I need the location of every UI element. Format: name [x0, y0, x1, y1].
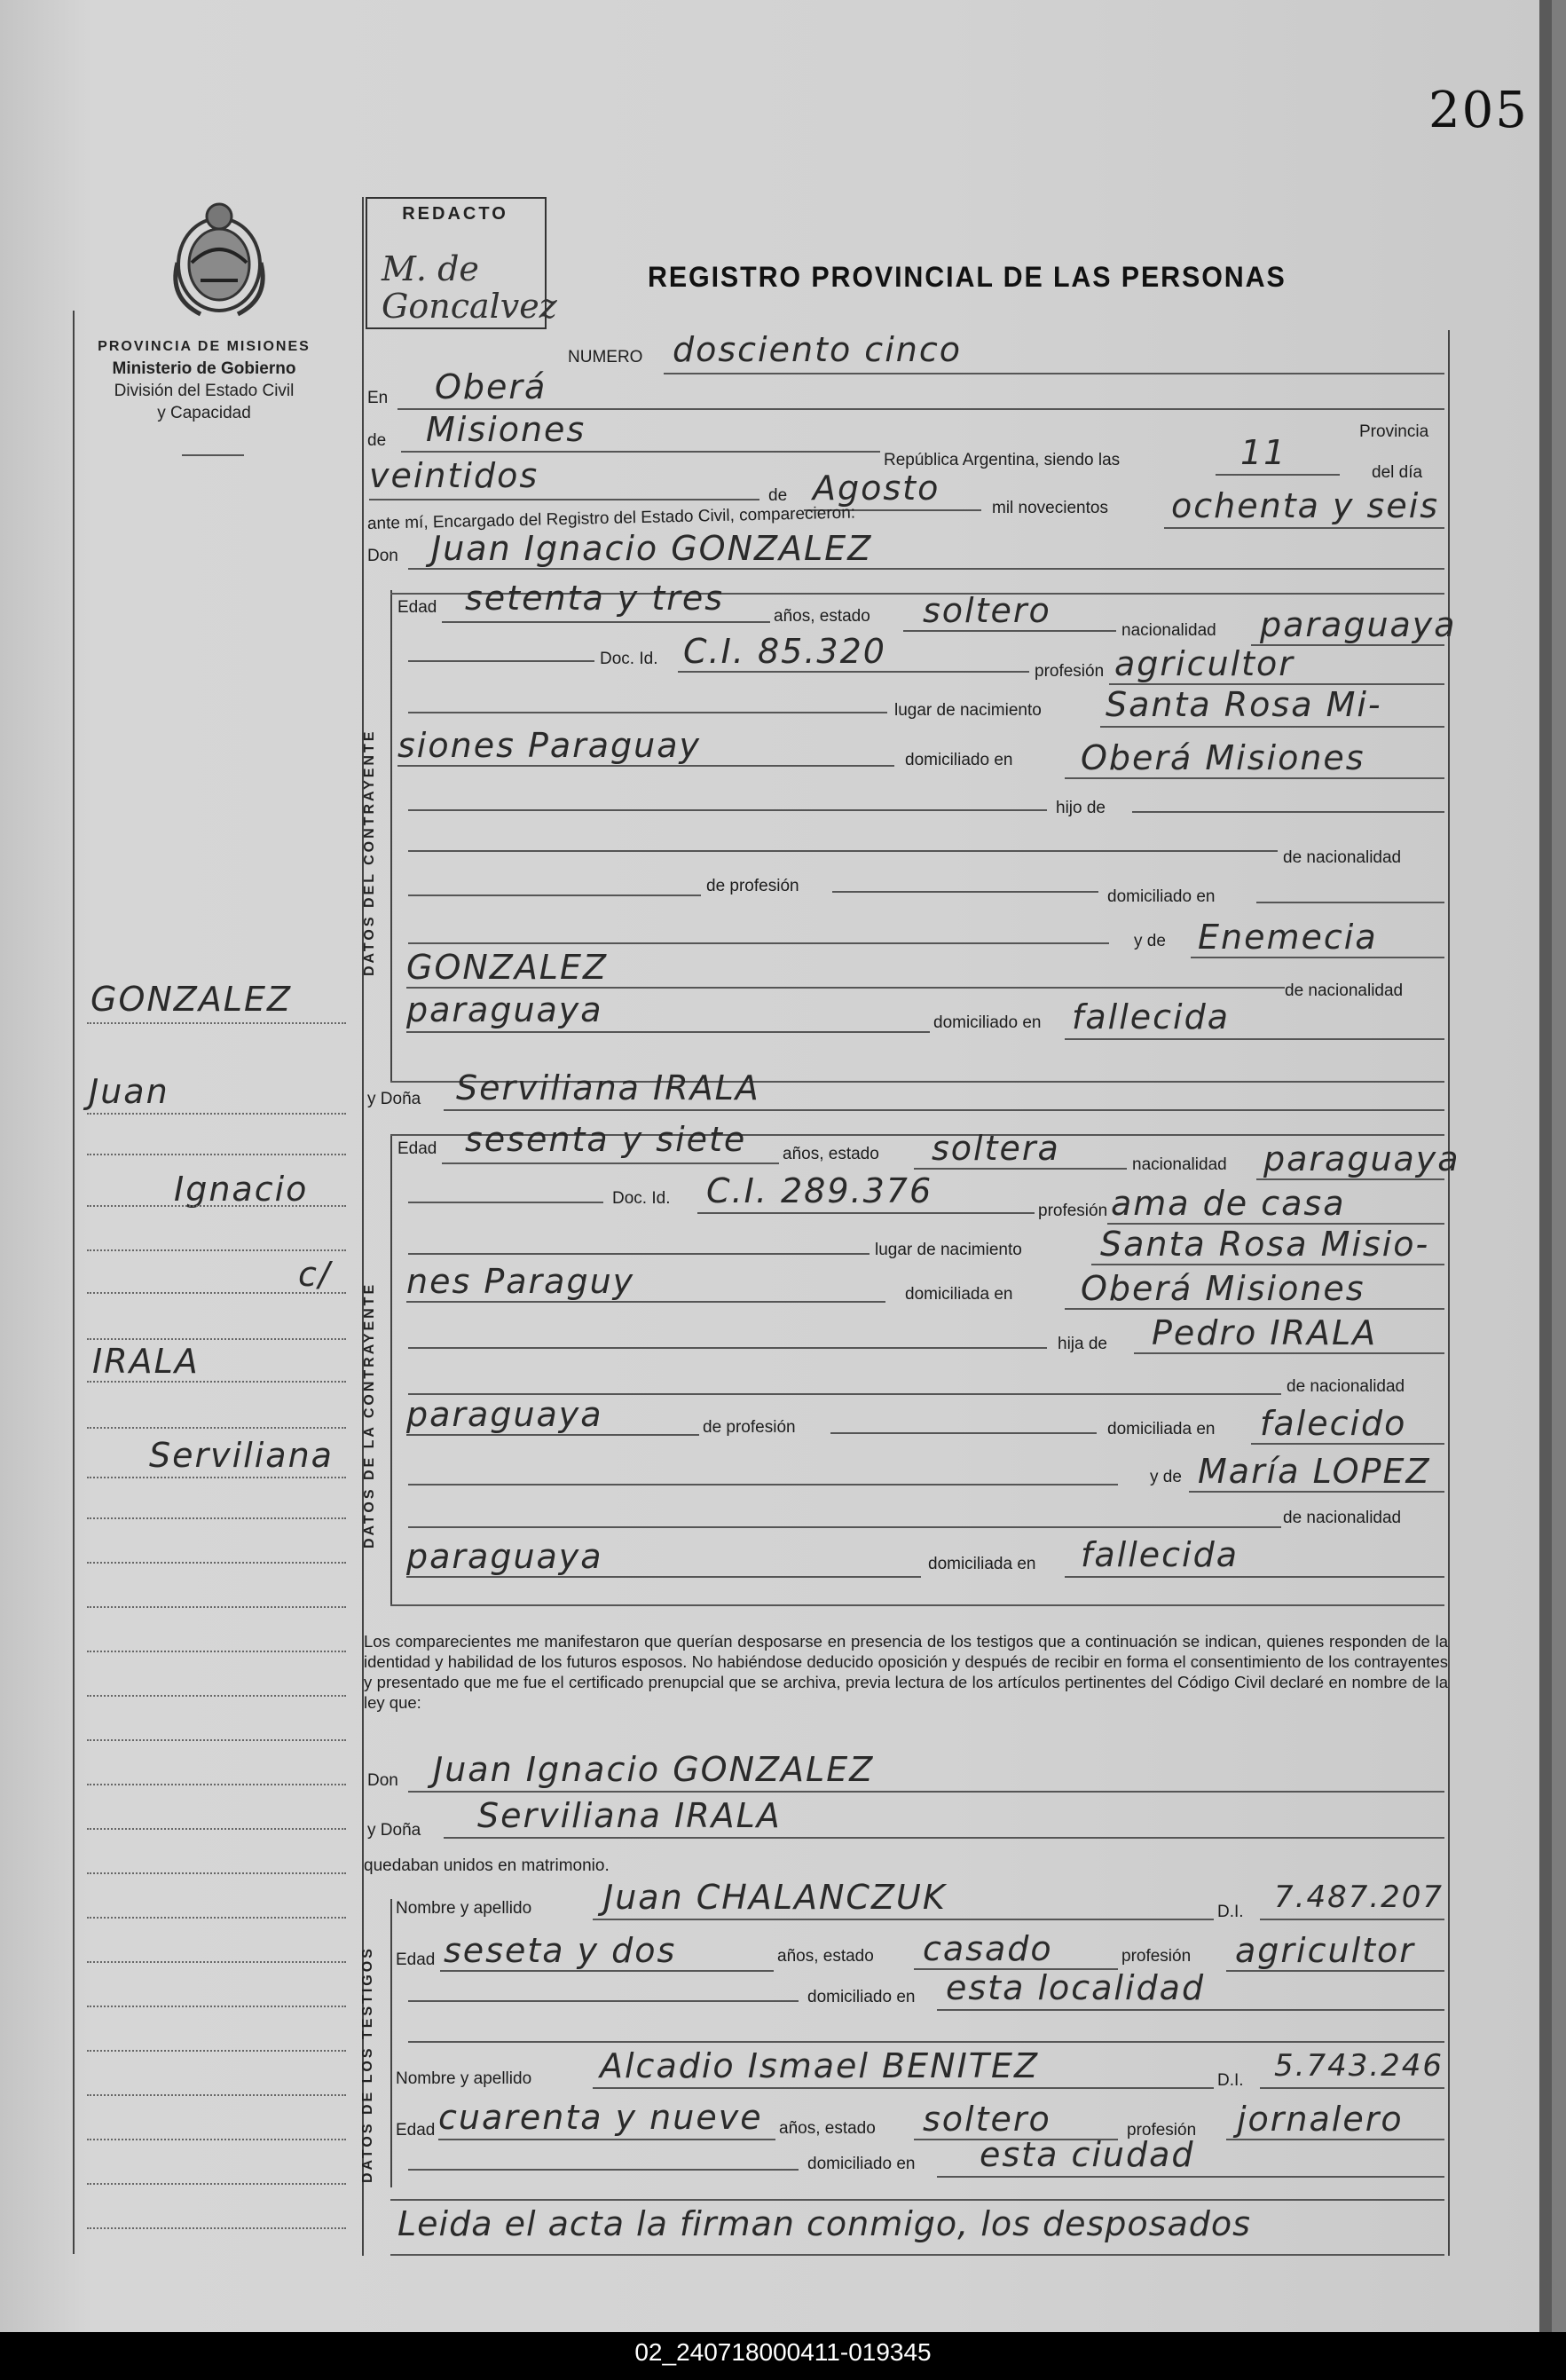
label-anos-estado-t2: años, estado	[779, 2119, 876, 2138]
margin-line	[87, 2227, 346, 2229]
value-t1-di: 7.487.207	[1274, 1880, 1444, 1915]
line-t1-edad	[440, 1970, 774, 1972]
label-profesion-2: profesión	[1038, 1202, 1108, 1220]
label-lugar: lugar de nacimiento	[894, 701, 1042, 720]
line-hora	[1216, 474, 1340, 476]
line-t1-end	[408, 2041, 1444, 2043]
label-quedaban: quedaban unidos en matrimonio.	[364, 1856, 610, 1875]
value-t2-edad: cuarenta y nueve	[438, 2098, 763, 2137]
province-name: PROVINCIA DE MISIONES	[98, 339, 311, 354]
line-t1-di	[1260, 1919, 1444, 1920]
line-e-domic	[1065, 1308, 1444, 1310]
line-e-end	[390, 1604, 1444, 1606]
line-e-madre-nac	[406, 1576, 921, 1578]
label-en: En	[367, 389, 389, 407]
label-domiciliado-en: domiciliado en	[905, 751, 1013, 769]
line-e-lugar-pre	[408, 1253, 870, 1255]
margin-line	[87, 2050, 346, 2052]
division-name-2: y Capacidad	[157, 404, 251, 422]
margin-conjunction: c/	[298, 1255, 332, 1294]
line-c-madre-dom	[1065, 1038, 1444, 1040]
label-anos-estado-2: años, estado	[783, 1145, 879, 1163]
line-e-padre-prof	[830, 1432, 1097, 1434]
value-c-madre-dom: fallecida	[1072, 997, 1231, 1036]
label-republica: República Argentina, siendo las	[884, 451, 1121, 469]
value-mes: Agosto	[813, 469, 940, 508]
label-domiciliado-en-t2: domiciliado en	[807, 2155, 916, 2173]
label-di-2: D.I.	[1217, 2071, 1244, 2090]
margin-line	[87, 1784, 346, 1785]
label-y-de-2: y de	[1150, 1468, 1182, 1486]
value-don: Juan Ignacio GONZALEZ	[431, 529, 873, 568]
value-c-lugar-2: siones Paraguay	[397, 726, 702, 765]
value-provincia: Misiones	[426, 410, 586, 449]
line-c-madre-nac	[406, 1031, 930, 1033]
line-e-padre-nac	[406, 1434, 699, 1436]
value-e-nac: paraguaya	[1263, 1139, 1460, 1178]
line-c-edad	[442, 621, 770, 623]
value-don-2: Juan Ignacio GONZALEZ	[433, 1750, 875, 1789]
margin-line	[87, 1517, 346, 1519]
line-e-madre-pre	[408, 1484, 1118, 1486]
margin-line	[87, 1022, 346, 1024]
value-dona-2: Serviliana IRALA	[477, 1796, 782, 1835]
margin-line	[87, 1292, 346, 1294]
label-mil: mil novecientos	[992, 499, 1108, 517]
value-e-edad: sesenta y siete	[465, 1120, 747, 1159]
side-label-testigos: DATOS DE LOS TESTIGOS	[360, 1946, 375, 2183]
label-doc-2: Doc. Id.	[612, 1189, 671, 1208]
line-closing	[390, 2254, 1444, 2256]
label-profesion-t1: profesión	[1121, 1947, 1192, 1966]
value-t2-di: 5.743.246	[1274, 2048, 1444, 2084]
label-dona: y Doña	[367, 1090, 421, 1108]
line-don2	[408, 1791, 1444, 1793]
document-title: REGISTRO PROVINCIAL DE LAS PERSONAS	[648, 261, 1287, 293]
margin-second-name: Ignacio	[174, 1170, 309, 1209]
line-c-madre2	[406, 987, 1285, 989]
margin-line	[87, 1872, 346, 1874]
line-c-hijo	[1132, 811, 1444, 813]
label-de-nacionalidad-2: de nacionalidad	[1285, 981, 1404, 1000]
value-t2-estado: soltero	[923, 2100, 1051, 2139]
line-t1-nombre	[593, 1919, 1214, 1920]
label-domiciliada-en-2: domiciliada en	[1107, 1420, 1216, 1438]
redacto-signature: M. de Goncalvez	[382, 249, 557, 326]
label-anos-estado: años, estado	[774, 607, 870, 626]
value-e-madre-dom: fallecida	[1081, 1535, 1239, 1574]
label-anos-estado-t1: años, estado	[777, 1947, 874, 1966]
label-edad-t1: Edad	[396, 1950, 436, 1969]
margin-line	[87, 1606, 346, 1608]
value-c-prof: agricultor	[1114, 644, 1295, 683]
line-e-nac	[1256, 1178, 1444, 1180]
line-c-lugar	[1100, 726, 1444, 728]
label-don-2: Don	[367, 1771, 398, 1790]
line-dia	[369, 499, 759, 500]
value-e-lugar-2: nes Paraguy	[406, 1262, 635, 1301]
margin-line	[87, 1828, 346, 1830]
line-anio	[1164, 527, 1444, 529]
value-dia: veintidos	[369, 456, 539, 495]
label-don: Don	[367, 547, 398, 565]
side-label-contrayenta: DATOS DE LA CONTRAYENTE	[362, 1281, 377, 1549]
label-domiciliado-en-2: domiciliado en	[1107, 887, 1216, 906]
value-c-doc: C.I. 85.320	[683, 632, 886, 671]
value-e-padre-dom: falecido	[1260, 1404, 1407, 1443]
margin-line	[87, 1427, 346, 1429]
label-domiciliada-en-3: domiciliada en	[928, 1555, 1036, 1573]
value-hora: 11	[1240, 433, 1287, 472]
margin-line	[87, 1249, 346, 1251]
line-c-padre-nac	[408, 894, 701, 896]
margin-line	[87, 1562, 346, 1564]
label-domiciliado-en-3: domiciliado en	[933, 1013, 1042, 1032]
line-c-domic	[1065, 777, 1444, 779]
line-c-doc	[678, 671, 1029, 673]
line-t1-prof	[1226, 1970, 1444, 1972]
label-domiciliado-en-t1: domiciliado en	[807, 1988, 916, 2006]
label-de-mes: de	[768, 486, 788, 505]
value-t1-dom: esta localidad	[946, 1968, 1206, 2007]
ministry-name: Ministerio de Gobierno	[112, 359, 296, 378]
line-c-doc-pre	[408, 660, 594, 662]
label-hijo-de: hijo de	[1056, 799, 1106, 817]
margin-line	[87, 2183, 346, 2185]
value-e-padre-nac: paraguaya	[406, 1395, 603, 1434]
line-e-padre	[1134, 1352, 1444, 1354]
line-don	[408, 568, 1444, 570]
value-numero: dosciento cinco	[673, 330, 962, 369]
line-c-padre-dom	[1256, 902, 1444, 903]
line-testigos-end	[390, 2199, 1444, 2201]
value-e-madre-nac: paraguaya	[406, 1537, 603, 1576]
margin-line	[87, 1917, 346, 1919]
closing-statement: Leida el acta la firman conmigo, los desposados	[397, 2204, 1251, 2243]
value-t1-edad: seseta y dos	[444, 1931, 677, 1970]
line-c-lugar2	[397, 765, 894, 767]
line-e-lugar	[1091, 1264, 1444, 1265]
label-nacionalidad: nacionalidad	[1121, 621, 1216, 640]
value-e-prof: ama de casa	[1111, 1184, 1346, 1223]
value-t1-estado: casado	[923, 1929, 1053, 1968]
value-e-madre: María LOPEZ	[1198, 1452, 1431, 1491]
margin-surname: GONZALEZ	[90, 980, 293, 1019]
value-c-lugar: Santa Rosa Mi-	[1106, 685, 1382, 724]
margin-line	[87, 1695, 346, 1697]
footer-id: 02_240718000411-019345	[634, 2338, 932, 2366]
line-e-estado	[914, 1168, 1127, 1170]
line-c-padre-prof	[832, 891, 1098, 893]
value-anio: ochenta y seis	[1171, 486, 1440, 525]
line-t1-dom-pre	[408, 2000, 799, 2002]
value-e-domic: Oberá Misiones	[1081, 1269, 1365, 1308]
margin-line	[87, 2139, 346, 2140]
value-c-estado: soltero	[923, 591, 1051, 630]
line-t2-dom-pre	[408, 2169, 799, 2171]
line-de	[401, 451, 880, 453]
line-e-doc	[697, 1212, 1035, 1214]
provincial-seal-icon	[165, 201, 273, 325]
margin-line	[87, 1381, 346, 1383]
label-dona-2: y Doña	[367, 1821, 421, 1840]
value-t1-nombre: Juan CHALANCZUK	[603, 1878, 947, 1917]
line-e-madre	[1189, 1491, 1444, 1493]
value-t2-dom: esta ciudad	[980, 2135, 1195, 2174]
value-e-padre: Pedro IRALA	[1152, 1313, 1378, 1352]
label-de-profesion: de profesión	[706, 877, 799, 895]
division-name: División del Estado Civil	[114, 382, 295, 400]
label-de-nacionalidad-3: de nacionalidad	[1287, 1377, 1405, 1396]
margin-line	[87, 1205, 346, 1207]
contrayenta-border	[390, 1134, 392, 1604]
label-hija-de: hija de	[1058, 1335, 1107, 1353]
header-divider	[182, 454, 244, 456]
margin-line	[87, 1739, 346, 1741]
contrayente-border	[390, 590, 392, 1083]
label-de-nacionalidad-4: de nacionalidad	[1283, 1509, 1402, 1527]
value-c-edad: setenta y tres	[465, 579, 725, 618]
value-e-lugar: Santa Rosa Misio-	[1100, 1225, 1430, 1264]
line-e-madre2	[408, 1526, 1281, 1528]
value-t1-prof: agricultor	[1235, 1931, 1415, 1970]
value-c-madre: Enemecia	[1198, 918, 1378, 957]
line-c-lugar-pre	[408, 712, 887, 713]
line-c-hijo-pre	[408, 809, 1047, 811]
label-del-dia: del día	[1372, 463, 1423, 482]
margin-line	[87, 1651, 346, 1652]
label-de-nacionalidad: de nacionalidad	[1283, 848, 1402, 867]
label-nombre-apellido-2: Nombre y apellido	[396, 2069, 532, 2088]
value-c-madre-nac: paraguaya	[406, 990, 603, 1029]
label-domiciliada-en: domiciliada en	[905, 1285, 1013, 1304]
label-lugar-2: lugar de nacimiento	[875, 1241, 1022, 1259]
label-profesion: profesión	[1035, 662, 1105, 681]
label-nombre-apellido: Nombre y apellido	[396, 1899, 532, 1918]
label-doc: Doc. Id.	[600, 650, 658, 668]
line-c-madre	[1191, 957, 1444, 958]
line-c-padre	[408, 850, 1278, 852]
label-edad-t2: Edad	[396, 2121, 436, 2140]
label-edad-2: Edad	[397, 1139, 437, 1158]
line-t2-edad	[438, 2139, 775, 2140]
margin-line	[87, 1113, 346, 1115]
line-c-estado	[903, 630, 1116, 632]
margin-line	[87, 1154, 346, 1155]
line-e-padre-dom	[1251, 1443, 1444, 1445]
line-numero	[664, 373, 1444, 374]
line-t2-prof	[1226, 2139, 1444, 2140]
line-dona	[444, 1109, 1444, 1111]
margin-first-name-2: Serviliana	[149, 1436, 334, 1475]
line-c-madre-pre	[408, 942, 1109, 944]
testigos-border	[390, 1899, 392, 2187]
value-e-doc: C.I. 289.376	[706, 1171, 933, 1210]
line-e-doc-pre	[408, 1202, 603, 1203]
label-de-profesion-2: de profesión	[703, 1418, 796, 1437]
margin-line	[87, 2006, 346, 2007]
margin-surname-2: IRALA	[92, 1342, 200, 1381]
line-e-madre-dom	[1065, 1576, 1444, 1578]
label-de: de	[367, 431, 387, 450]
line-t2-di	[1260, 2087, 1444, 2089]
margin-line	[87, 1477, 346, 1478]
declaration-paragraph: Los comparecientes me manifestaron que querían desposarse en presencia de los testigos que a continuación se indican, quienes responden de la identidad y habilidad de los futuros esposos. No habiéndose deducido oposición y después de recibir en forma el consentimiento de los contrayentes y presentado que me fue el certificado prenupcial que se archiva, previa lectura de los artículos pertinentes del Código Civil declaré en nombre de la ley que:	[364, 1632, 1448, 1712]
value-en: Oberá	[435, 367, 547, 406]
value-c-domic: Oberá Misiones	[1081, 738, 1365, 777]
line-e-lugar2	[406, 1301, 885, 1303]
redacto-label: REDACTO	[402, 204, 508, 224]
label-edad: Edad	[397, 598, 437, 617]
page-number: 205	[1428, 82, 1529, 139]
value-c-madre-2: GONZALEZ	[406, 948, 609, 987]
line-t2-dom	[937, 2176, 1444, 2178]
value-t2-prof: jornalero	[1237, 2100, 1404, 2139]
line-dona2	[444, 1837, 1444, 1839]
value-c-nac: paraguaya	[1260, 605, 1457, 644]
margin-first-name: Juan	[89, 1072, 169, 1111]
label-numero: NUMERO	[568, 348, 643, 366]
value-t2-nombre: Alcadio Ismael BENITEZ	[600, 2046, 1040, 2085]
label-nacionalidad-2: nacionalidad	[1132, 1155, 1227, 1174]
margin-line	[87, 1338, 346, 1340]
label-ante: ante mí, Encargado del Registro del Estado Civil, comparecieron:	[366, 503, 856, 533]
label-provincia: Provincia	[1359, 422, 1429, 441]
margin-border	[73, 311, 75, 2254]
value-dona: Serviliana IRALA	[456, 1068, 760, 1107]
line-e-hija-pre	[408, 1347, 1047, 1349]
side-label-contrayente: DATOS DEL CONTRAYENTE	[362, 729, 377, 976]
line-t2-nombre	[593, 2087, 1214, 2089]
margin-line	[87, 1961, 346, 1963]
line-t1-dom	[937, 2009, 1444, 2011]
line-e-edad	[442, 1162, 779, 1164]
label-profesion-t2: profesión	[1127, 2121, 1197, 2140]
label-di: D.I.	[1217, 1903, 1244, 1921]
label-y-de: y de	[1134, 932, 1166, 950]
value-e-estado: soltera	[932, 1129, 1060, 1168]
margin-line	[87, 2094, 346, 2096]
issuer-block	[53, 335, 355, 424]
